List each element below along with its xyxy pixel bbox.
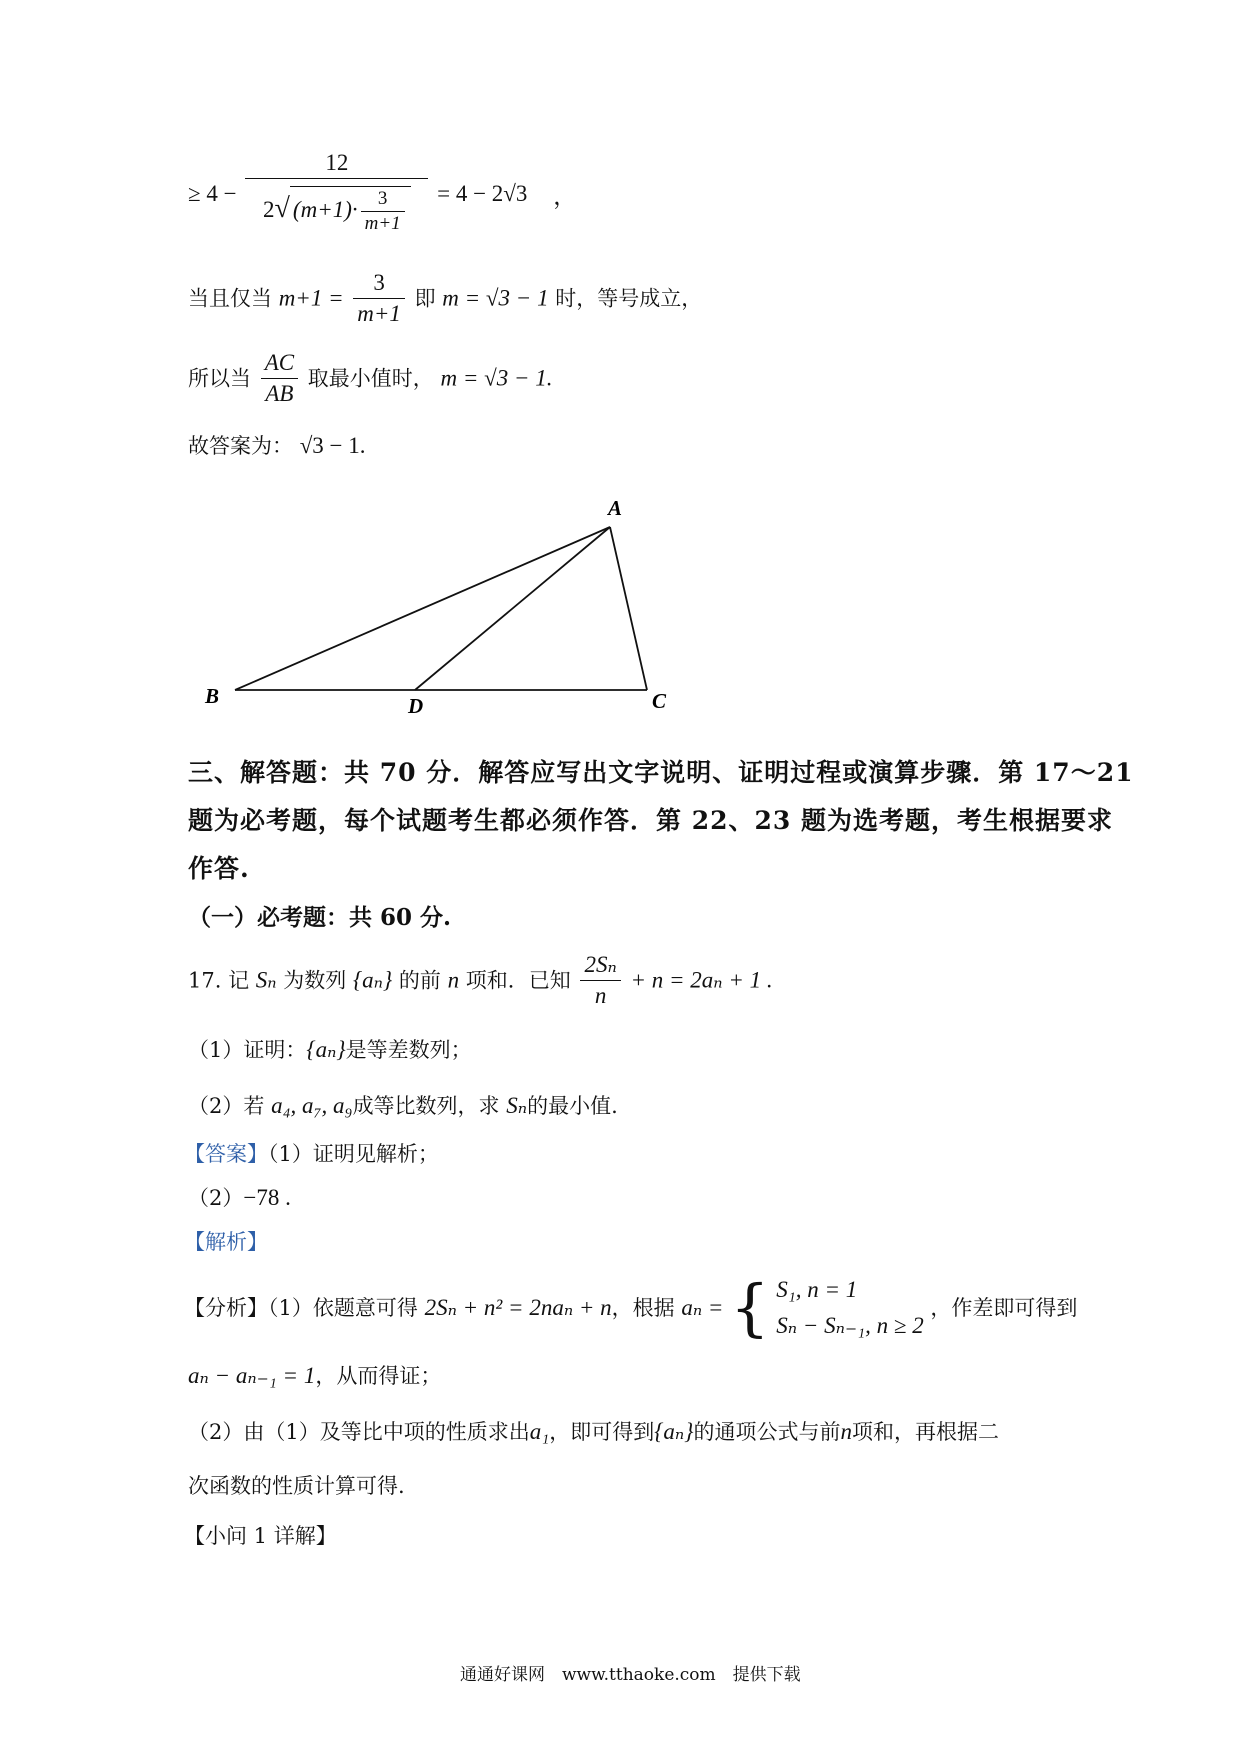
analysis-line2-tail: ，从而得证；: [315, 1364, 442, 1388]
section-3-line-1: 三、解答题：共 70 分．解答应写出文字说明、证明过程或演算步骤．第 17～21: [188, 758, 1134, 787]
p17-part2-lead: （2）若: [188, 1094, 265, 1118]
p17-sn: Sₙ: [255, 967, 277, 993]
label-a: A: [608, 496, 623, 520]
answer-part-2-lead: （2）: [188, 1186, 244, 1210]
left-brace: {: [730, 1271, 770, 1344]
analysis-line-2: [188, 1362, 441, 1390]
problem-17-stem: [188, 950, 773, 1011]
subquestion-1-tag: 【小问 1 详解】: [184, 1524, 337, 1548]
p17-part2-terms: a₄, a₇, a₉: [271, 1093, 353, 1118]
p17-part1-set: {aₙ}: [306, 1037, 346, 1062]
label-d: D: [408, 694, 424, 718]
p17-eq-rest: + n = 2aₙ + 1 .: [630, 967, 773, 993]
so-line: [188, 348, 552, 409]
ineq-den-inner: (m+1)·: [292, 197, 358, 222]
answer-lead: 故答案为：: [188, 434, 293, 458]
ineq-inner-num: 3: [361, 187, 405, 212]
ineq-result: = 4 − 2√3: [437, 181, 528, 206]
analysis-line-4: 次函数的性质计算可得.: [188, 1474, 405, 1498]
analysis-line3-set: {aₙ}: [654, 1419, 694, 1444]
equality-m-value: m = √3 − 1: [442, 285, 549, 311]
ineq-inner-frac: [361, 187, 405, 236]
section-3-line-2: 题为必考题，每个试题考生都必须作答．第 22、23 题为选考题，考生根据要求: [188, 806, 1113, 835]
label-b: B: [205, 684, 220, 708]
equality-line: [188, 268, 702, 329]
analysis-line3-mid: ，即可得到: [549, 1420, 655, 1444]
equality-lhs: m+1 =: [278, 285, 344, 311]
label-c: C: [652, 689, 667, 713]
p17-mid2: 的前: [398, 968, 441, 993]
ineq-denominator: [245, 179, 428, 240]
analysis-line-1: [184, 1272, 1077, 1344]
p17-part1-tail: 是等差数列；: [345, 1038, 472, 1062]
section-3-line-3: 作答.: [188, 854, 250, 883]
answer-part-2-value: −78 .: [243, 1185, 291, 1210]
p17-mid1: 为数列: [283, 968, 347, 993]
piecewise-case-1: S₁, n = 1: [776, 1277, 858, 1302]
p17-an-set: {aₙ}: [352, 967, 393, 993]
problem-17-part-1: [188, 1036, 472, 1064]
analysis-tail: ，作差即可得到: [930, 1296, 1078, 1320]
p17-part2-tail: 的最小值.: [527, 1094, 618, 1118]
ineq-prefix: ≥ 4 −: [188, 181, 237, 206]
equality-mid: 即: [414, 286, 436, 311]
answer-value: √3 − 1.: [299, 433, 366, 458]
radical-sign: √: [274, 193, 290, 224]
inequality-line: [188, 148, 576, 240]
answer-tag: 【答案】: [184, 1142, 268, 1166]
ineq-tail: ，: [553, 183, 577, 209]
analysis-line3-tail: 项和，再根据二: [851, 1420, 999, 1444]
analysis-line3-a1: a₁: [529, 1419, 550, 1444]
ac-ab-fraction: [261, 348, 298, 409]
equality-tail: 时，等号成立，: [555, 286, 703, 311]
so-mid: 取最小值时，: [307, 366, 434, 391]
p17-mid3: 项和．已知: [465, 968, 571, 993]
piecewise-cases: [776, 1272, 923, 1344]
problem-17-part-2: [188, 1092, 618, 1120]
so-m-value: m = √3 − 1.: [440, 365, 553, 391]
so-frac-den: AB: [265, 381, 294, 406]
equality-lead: 当且仅当: [188, 286, 272, 311]
ineq-sqrt: [290, 186, 411, 236]
segment-ab: [235, 527, 610, 690]
analysis-tag: 【解析】: [184, 1230, 268, 1254]
analysis-line3-lead: （2）由（1）及等比中项的性质求出: [188, 1420, 530, 1444]
ineq-fraction: [245, 148, 428, 240]
subsection-heading: （一）必考题：共 60 分.: [188, 904, 452, 931]
analysis-lead: 【分析】（1）依题意可得: [184, 1296, 418, 1320]
so-lead: 所以当: [188, 366, 251, 391]
analysis-mid: ，根据: [611, 1296, 675, 1320]
piecewise-case-2: Sₙ − Sₙ₋₁, n ≥ 2: [776, 1313, 924, 1338]
answer-conclusion-line: [188, 432, 366, 460]
ineq-numerator: 12: [245, 148, 428, 179]
p17-part2-mid: 成等比数列，求: [352, 1094, 500, 1118]
analysis-eq1: 2Sₙ + n² = 2naₙ + n: [424, 1295, 612, 1320]
analysis-line2-eq: aₙ − aₙ₋₁ = 1: [188, 1363, 316, 1388]
segment-ad: [415, 527, 610, 690]
analysis-an-eq: aₙ =: [681, 1295, 724, 1320]
p17-n: n: [447, 967, 460, 993]
p17-part1-lead: （1）证明：: [188, 1038, 307, 1062]
segment-ac: [610, 527, 647, 690]
p17-frac-num: 2Sₙ: [580, 950, 620, 981]
so-frac-num: AC: [261, 348, 298, 379]
p17-part2-sn: Sₙ: [506, 1093, 528, 1118]
answer-line-1: [184, 1140, 439, 1168]
footer-credit: 通通好课网 www.tthaoke.com 提供下载: [460, 1665, 801, 1685]
equality-frac-num: 3: [353, 268, 405, 299]
ineq-inner-den: m+1: [364, 213, 401, 235]
analysis-line3-mid2: 的通项公式与前: [693, 1420, 841, 1444]
equality-fraction: [353, 268, 405, 329]
analysis-line-3: [188, 1418, 999, 1446]
analysis-line3-n: n: [840, 1419, 852, 1444]
ineq-den-coef: 2: [263, 197, 275, 222]
triangle-figure: [190, 485, 690, 720]
answer-part-1: （1）证明见解析；: [268, 1142, 439, 1166]
equality-frac-den: m+1: [357, 301, 401, 326]
p17-lead: 17. 记: [188, 968, 250, 993]
answer-line-2: [188, 1184, 291, 1212]
p17-frac-den: n: [594, 983, 607, 1008]
p17-fraction: [580, 950, 620, 1011]
